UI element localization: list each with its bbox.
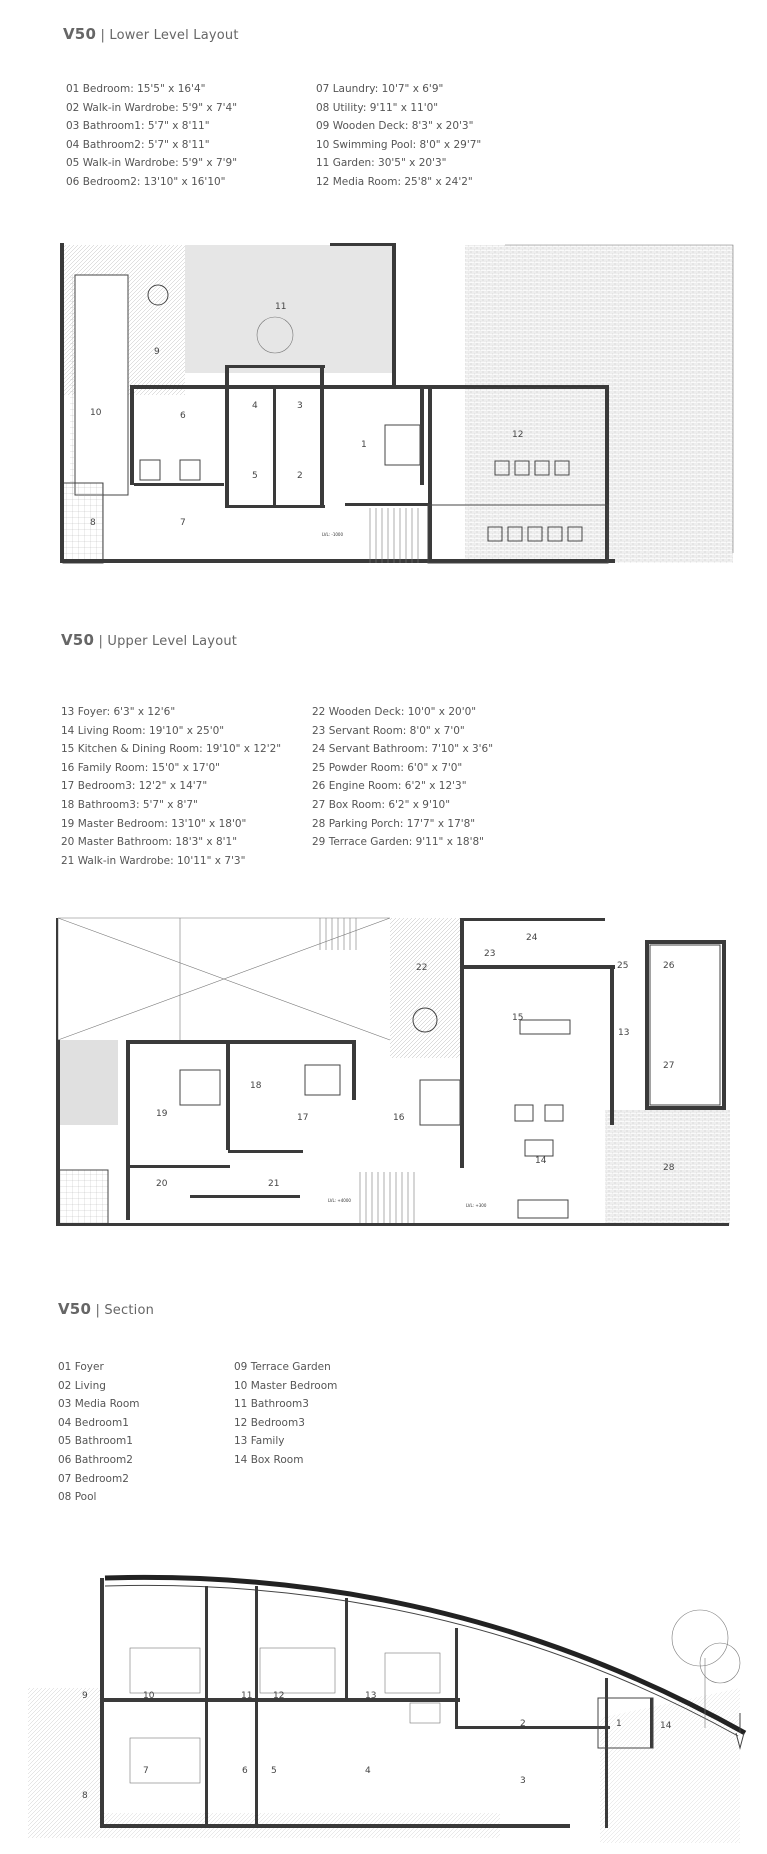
- wooden-deck: [390, 918, 460, 1058]
- section-legend-right: [234, 1358, 337, 1470]
- lower-title-text: | Lower Level Layout: [100, 28, 239, 43]
- legend-item: 14 Living Room: 19'10" x 25'0": [61, 724, 225, 737]
- terrace-garden: [58, 1040, 118, 1125]
- paving: [465, 245, 733, 563]
- level-marker: LVL: -1000: [322, 532, 343, 537]
- bed-icon: [180, 460, 200, 480]
- legend-item: 21 Walk-in Wardrobe: 10'11" x 7'3": [61, 854, 246, 867]
- plan-label: 11: [275, 302, 287, 312]
- legend-item: 01 Bedroom: 15'5" x 16'4": [66, 83, 206, 95]
- stair-icon: [370, 508, 418, 563]
- legend-item: 15 Kitchen & Dining Room: 19'10" x 12'2": [61, 743, 282, 756]
- lower-level-plan: [0, 235, 767, 575]
- plan-label: 3: [297, 401, 303, 411]
- garden-area: [185, 245, 395, 373]
- legend-item: 07 Laundry: 10'7" x 6'9": [316, 83, 444, 95]
- legend-item: 18 Bathroom3: 5'7" x 8'7": [61, 798, 198, 811]
- plan-label: 17: [297, 1113, 309, 1123]
- table-icon: [525, 1140, 553, 1156]
- pool-edge: [70, 275, 75, 495]
- plan-label: 23: [484, 949, 496, 959]
- legend-item: 14 Box Room: [234, 1453, 304, 1466]
- legend-item: 26 Engine Room: 6'2" x 12'3": [312, 780, 467, 793]
- legend-item: 04 Bedroom1: [58, 1416, 129, 1429]
- bath-tiles: [58, 1170, 108, 1225]
- legend-item: 08 Pool: [58, 1491, 97, 1504]
- upper-title: [61, 631, 237, 649]
- legend-item: 03 Media Room: [58, 1398, 140, 1411]
- plan-label: 11: [241, 1691, 253, 1701]
- plan-label: 8: [82, 1791, 88, 1801]
- ground: [28, 1688, 100, 1838]
- plan-label: 21: [268, 1179, 280, 1189]
- legend-item: 11 Bathroom3: [234, 1398, 309, 1411]
- plan-label: 22: [416, 963, 428, 973]
- legend-item: 16 Family Room: 15'0" x 17'0": [61, 761, 221, 774]
- legend-item: 05 Walk-in Wardrobe: 5'9" x 7'9": [66, 157, 238, 170]
- plan-label: 7: [143, 1766, 149, 1776]
- plan-label: 6: [180, 411, 186, 421]
- upper-legend-left: [61, 703, 281, 870]
- legend-item: 22 Wooden Deck: 10'0" x 20'0": [312, 706, 477, 718]
- legend-item: 07 Bedroom2: [58, 1472, 129, 1485]
- legend-item: 27 Box Room: 6'2" x 9'10": [312, 798, 451, 811]
- bed-icon: [305, 1065, 340, 1095]
- plan-label: 15: [512, 1013, 524, 1023]
- legend-item: 09 Wooden Deck: 8'3" x 20'3": [316, 120, 474, 133]
- legend-item: 10 Master Bedroom: [234, 1379, 338, 1392]
- lower-legend-right: [316, 80, 481, 192]
- legend-item: 12 Media Room: 25'8" x 24'2": [316, 175, 473, 188]
- plan-label: 16: [393, 1113, 405, 1123]
- upper-title-text: | Upper Level Layout: [98, 634, 238, 649]
- plan-label: 26: [663, 961, 675, 971]
- legend-item: 25 Powder Room: 6'0" x 7'0": [312, 761, 463, 774]
- sofa-icon: [518, 1200, 568, 1218]
- plan-label: 1: [616, 1719, 622, 1729]
- plan-label: 4: [252, 401, 258, 411]
- plan-label: 13: [365, 1691, 377, 1701]
- plan-label: 18: [250, 1081, 262, 1091]
- plan-label: 25: [617, 961, 629, 971]
- plan-label: 12: [273, 1691, 285, 1701]
- plan-label: 4: [365, 1766, 371, 1776]
- plan-label: 19: [156, 1109, 168, 1119]
- section-drawing: [0, 1558, 767, 1848]
- section-title-text: | Section: [95, 1303, 155, 1318]
- legend-item: 02 Walk-in Wardrobe: 5'9" x 7'4": [66, 101, 238, 114]
- legend-item: 04 Bathroom2: 5'7" x 8'11": [66, 138, 210, 151]
- upper-level-plan: [0, 910, 767, 1230]
- legend-item: 19 Master Bedroom: 13'10" x 18'0": [61, 817, 247, 830]
- plan-label: 9: [82, 1691, 88, 1701]
- plan-label: 6: [242, 1766, 248, 1776]
- legend-item: 09 Terrace Garden: [234, 1361, 331, 1373]
- plan-label: 9: [154, 347, 160, 357]
- window-icon: [130, 1648, 440, 1783]
- plan-label: 12: [512, 430, 524, 440]
- ground: [600, 1688, 740, 1843]
- legend-item: 08 Utility: 9'11" x 11'0": [316, 101, 439, 114]
- upper-legend-right: [312, 703, 493, 852]
- legend-item: 29 Terrace Garden: 9'11" x 18'8": [312, 836, 485, 849]
- bed-icon: [140, 460, 160, 480]
- legend-item: 13 Family: [234, 1435, 285, 1448]
- plan-label: 7: [180, 518, 186, 528]
- sofa-icon: [420, 1080, 460, 1125]
- legend-item: 10 Swimming Pool: 8'0" x 29'7": [316, 138, 482, 151]
- plan-label: 5: [252, 471, 258, 481]
- section-title-prefix: V50: [58, 1300, 92, 1318]
- plan-label: 10: [90, 408, 102, 418]
- upper-title-prefix: V50: [61, 631, 95, 649]
- legend-item: 11 Garden: 30'5" x 20'3": [316, 157, 447, 170]
- plan-label: 2: [297, 471, 303, 481]
- plan-label: 8: [90, 518, 96, 528]
- legend-item: 03 Bathroom1: 5'7" x 8'11": [66, 120, 210, 133]
- lower-legend-left: [66, 80, 237, 192]
- legend-item: 12 Bedroom3: [234, 1416, 305, 1429]
- legend-item: 06 Bedroom2: 13'10" x 16'10": [66, 175, 226, 188]
- utility-tiles: [63, 483, 103, 563]
- legend-item: 20 Master Bathroom: 18'3" x 8'1": [61, 836, 238, 849]
- plan-label: 28: [663, 1163, 675, 1173]
- plan-label: 14: [535, 1156, 547, 1166]
- plan-label: 1: [361, 440, 367, 450]
- legend-item: 23 Servant Room: 8'0" x 7'0": [312, 724, 465, 737]
- lower-title: [63, 25, 239, 43]
- section-legend-left: [58, 1358, 139, 1507]
- legend-item: 28 Parking Porch: 17'7" x 17'8": [312, 817, 476, 830]
- level-marker: LVL: +300: [466, 1203, 487, 1208]
- plan-label: 27: [663, 1061, 675, 1071]
- legend-item: 02 Living: [58, 1379, 106, 1392]
- legend-item: 17 Bedroom3: 12'2" x 14'7": [61, 780, 208, 793]
- plan-label: 5: [271, 1766, 277, 1776]
- kitchen-island-icon: [520, 1020, 570, 1034]
- plan-label: 13: [618, 1028, 630, 1038]
- plan-label: 20: [156, 1179, 168, 1189]
- bed-icon: [385, 425, 420, 465]
- lower-title-prefix: V50: [63, 25, 97, 43]
- plan-label: 24: [526, 933, 538, 943]
- legend-item: 05 Bathroom1: [58, 1435, 133, 1448]
- level-marker: LVL: +4000: [328, 1198, 351, 1203]
- chair-icon: [545, 1105, 563, 1121]
- legend-item: 13 Foyer: 6'3" x 12'6": [61, 706, 176, 718]
- legend-item: 24 Servant Bathroom: 7'10" x 3'6": [312, 743, 494, 756]
- plan-label: 3: [520, 1776, 526, 1786]
- chair-icon: [515, 1105, 533, 1121]
- legend-item: 06 Bathroom2: [58, 1453, 133, 1466]
- plan-label: 14: [660, 1721, 672, 1731]
- pool: [75, 275, 128, 495]
- plan-label: 10: [143, 1691, 155, 1701]
- legend-item: 01 Foyer: [58, 1361, 104, 1373]
- section-title: [58, 1300, 154, 1318]
- plan-label: 2: [520, 1719, 526, 1729]
- bed-icon: [180, 1070, 220, 1105]
